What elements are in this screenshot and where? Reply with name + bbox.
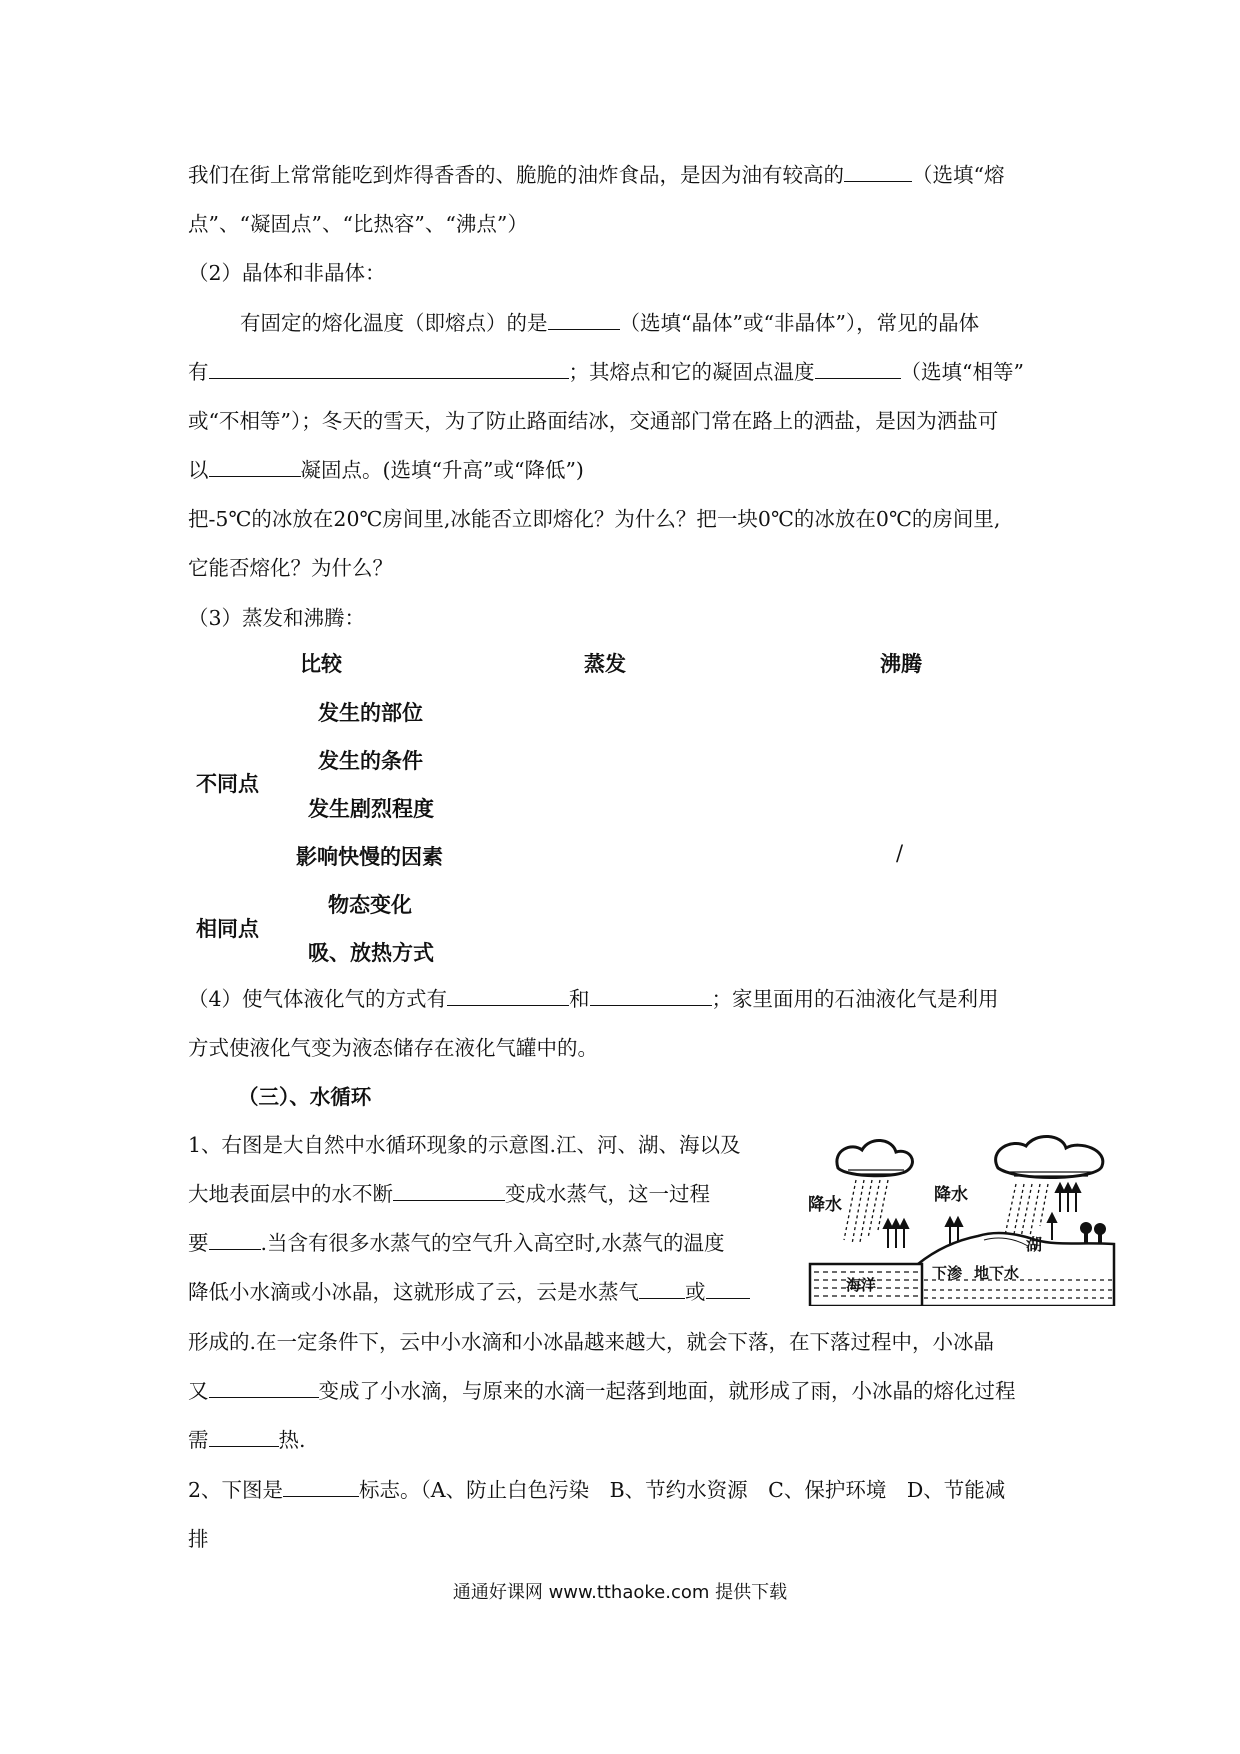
answer-blank[interactable]	[815, 358, 901, 379]
text: 我们在街上常常能吃到炸得香香的、脆脆的油炸食品，是因为油有较高的	[188, 163, 844, 187]
water-cycle-q1-line-2	[188, 1179, 710, 1209]
label-sea: 海洋	[846, 1276, 877, 1294]
text: 或	[685, 1280, 706, 1304]
q2-line-2: 排	[188, 1527, 209, 1551]
water-cycle-q1-line-4	[188, 1277, 750, 1307]
answer-blank[interactable]	[209, 456, 301, 477]
page-footer: 通通好课网 www.tthaoke.com 提供下载	[452, 1582, 788, 1603]
trees-icon	[1080, 1222, 1106, 1244]
text: 大地表面层中的水不断	[188, 1182, 393, 1206]
crystal-line-1	[240, 308, 979, 338]
table-header-evaporation: 蒸发	[584, 651, 626, 676]
text: 凝固点。(选填“升高”或“降低”)	[300, 458, 584, 482]
oil-question-line-2	[188, 209, 528, 239]
label-rain-left: 降水	[808, 1195, 842, 1215]
answer-blank[interactable]	[209, 1229, 261, 1250]
answer-blank[interactable]	[209, 1377, 319, 1398]
text: 要	[188, 1231, 209, 1255]
text: ；其熔点和它的凝固点温度	[568, 360, 815, 384]
water-cycle-section-title: （三）、水循环	[238, 1085, 372, 1109]
label-rain-right: 降水	[934, 1185, 968, 1205]
answer-blank[interactable]	[447, 985, 569, 1006]
answer-blank[interactable]	[209, 1426, 279, 1447]
water-cycle-q1-line-5: 形成的.在一定条件下，云中小水滴和小冰晶越来越大，就会下落，在下落过程中，小冰晶	[188, 1330, 995, 1354]
text: 变成了小水滴，与原来的水滴一起落到地面，就形成了雨，小冰晶的熔化过程	[318, 1379, 1016, 1403]
answer-blank[interactable]	[639, 1278, 685, 1299]
text: 热.	[278, 1428, 306, 1452]
label-seep: 下渗	[932, 1264, 963, 1282]
table-row-label: 发生的部位	[318, 700, 423, 725]
water-cycle-figure	[808, 1130, 1118, 1306]
text: （选填“相等”	[900, 360, 1024, 384]
label-groundwater: 地下水	[974, 1264, 1020, 1282]
section-3-heading: （3）蒸发和沸腾：	[188, 606, 366, 630]
boiling-factor-slash: /	[896, 841, 904, 865]
text: 和	[569, 987, 590, 1011]
answer-blank[interactable]	[548, 309, 620, 330]
water-cycle-q1-line-1: 1、右图是大自然中水循环现象的示意图.江、河、湖、海以及	[188, 1133, 741, 1157]
crystal-line-4	[188, 455, 584, 485]
table-row-label: 吸、放热方式	[308, 940, 434, 965]
text: 需	[188, 1428, 209, 1452]
water-cycle-q1-line-7	[188, 1425, 306, 1455]
table-header-compare: 比较	[300, 651, 342, 676]
answer-blank[interactable]	[706, 1278, 750, 1299]
q2-line-1	[188, 1475, 1005, 1505]
ice-question-line-2: 它能否熔化？为什么？	[188, 556, 393, 580]
text: .当含有很多水蒸气的空气升入高空时,水蒸气的温度	[260, 1231, 725, 1255]
table-group-same: 相同点	[196, 916, 259, 941]
text: 有	[188, 360, 209, 384]
right-cloud-icon	[996, 1136, 1103, 1177]
text: 标志。（A、防止白色污染 B、节约水资源 C、保护环境 D、节能减	[359, 1478, 1006, 1502]
water-cycle-q1-line-3	[188, 1228, 725, 1258]
answer-blank[interactable]	[209, 358, 569, 379]
ice-question-line-1: 把-5℃的冰放在20℃房间里,冰能否立即熔化？为什么？把一块0℃的冰放在0℃的房间里,	[188, 507, 1001, 531]
water-cycle-q1-line-6	[188, 1376, 1016, 1406]
section-2-heading: （2）晶体和非晶体：	[188, 261, 386, 285]
answer-blank[interactable]	[283, 1476, 359, 1497]
crystal-line-2	[188, 357, 1024, 387]
answer-blank[interactable]	[844, 161, 912, 182]
text: （选填“晶体”或“非晶体”），常见的晶体	[619, 311, 980, 335]
crystal-line-3: 或“不相等”）；冬天的雪天，为了防止路面结冰，交通部门常在路上的洒盐，是因为洒盐可	[188, 409, 999, 433]
text: 又	[188, 1379, 209, 1403]
text: （4）使气体液化气的方式有	[188, 987, 448, 1011]
text: （选填“熔	[912, 163, 1005, 187]
liquefaction-line-2: 方式使液化气变为液态储存在液化气罐中的。	[188, 1036, 598, 1060]
table-row-label: 发生的条件	[318, 748, 423, 773]
text: 以	[188, 458, 209, 482]
table-row-label: 物态变化	[328, 892, 412, 917]
table-group-different: 不同点	[196, 771, 259, 796]
text: ；家里面用的石油液化气是利用	[711, 987, 999, 1011]
answer-blank[interactable]	[590, 985, 712, 1006]
liquefaction-line-1	[188, 984, 999, 1014]
text: 有固定的熔化温度（即熔点）的是	[240, 311, 548, 335]
label-lake: 湖	[1026, 1235, 1043, 1254]
text: 点”、“凝固点”、“比热容”、“沸点”）	[188, 212, 528, 236]
table-row-label: 影响快慢的因素	[296, 844, 443, 869]
table-row-label: 发生剧烈程度	[308, 796, 434, 821]
table-header-boiling: 沸腾	[880, 651, 922, 676]
answer-blank[interactable]	[393, 1180, 505, 1201]
text: 2、下图是	[188, 1478, 284, 1502]
text: 变成水蒸气，这一过程	[505, 1182, 710, 1206]
oil-question-line-1	[188, 160, 1004, 190]
text: 降低小水滴或小冰晶，这就形成了云，云是水蒸气	[188, 1280, 639, 1304]
